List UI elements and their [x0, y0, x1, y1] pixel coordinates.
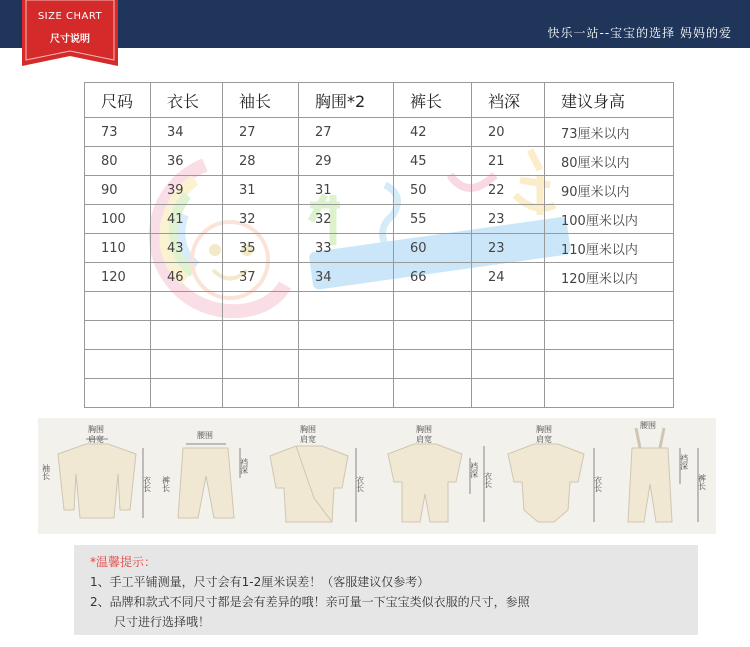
shoulder-label: 肩宽 [536, 435, 552, 444]
cell-garment-length: 41 [151, 205, 223, 234]
brand-slogan: 快乐一站--宝宝的选择 妈妈的爱 [547, 26, 732, 40]
notice-box [74, 545, 698, 635]
shoulder-label: 肩宽 [300, 435, 316, 444]
size-chart-badge [22, 0, 118, 66]
cell-suggested-height: 90厘米以内 [545, 176, 674, 205]
cell-suggested-height: 73厘米以内 [545, 118, 674, 147]
rise-label: 裆深 [239, 458, 249, 474]
badge-title-cn: 尺寸说明 [50, 34, 90, 45]
table-row [85, 118, 674, 147]
cell-garment-length: 36 [151, 147, 223, 176]
cell-size: 120 [85, 263, 151, 292]
garment-length-label: 衣长 [593, 476, 603, 492]
cell-size: 110 [85, 234, 151, 263]
notice-title: *温馨提示： [90, 555, 157, 569]
romper-diagram-icon [388, 425, 493, 522]
shoulder-label: 肩宽 [416, 435, 432, 444]
cell-size: 100 [85, 205, 151, 234]
cell-rise: 20 [472, 118, 545, 147]
header-garment-length: 衣长 [151, 83, 223, 118]
table-row [85, 147, 674, 176]
cell-sleeve-length: 27 [223, 118, 299, 147]
garment-length-label: 衣长 [355, 476, 365, 492]
measurement-diagrams [38, 418, 716, 534]
cell-suggested-height: 110厘米以内 [545, 234, 674, 263]
pants-length-label: 裤长 [697, 474, 707, 490]
cell-rise: 24 [472, 263, 545, 292]
cell-suggested-height: 100厘米以内 [545, 205, 674, 234]
cell-pants-length: 50 [394, 176, 472, 205]
rise-label: 裆深 [679, 454, 689, 470]
pants-diagram-icon [162, 431, 249, 518]
table-row [85, 234, 674, 263]
garment-length-label: 衣长 [142, 476, 152, 492]
header-pants-length: 裤长 [394, 83, 472, 118]
cell-garment-length: 43 [151, 234, 223, 263]
cell-sleeve-length: 37 [223, 263, 299, 292]
cell-pants-length: 45 [394, 147, 472, 176]
chest-label: 胸围 [300, 425, 316, 434]
cell-chest: 32 [299, 205, 394, 234]
cell-chest: 29 [299, 147, 394, 176]
cell-rise: 21 [472, 147, 545, 176]
waist-label: 腰围 [640, 421, 656, 430]
waist-label: 腰围 [197, 431, 213, 440]
cell-pants-length: 42 [394, 118, 472, 147]
chest-label: 胸围 [536, 425, 552, 434]
bodysuit-diagram-icon [508, 425, 603, 522]
table-row-empty [85, 321, 674, 350]
overalls-diagram-icon [628, 421, 707, 522]
rise-label: 裆深 [469, 462, 479, 478]
badge-title-en: SIZE CHART [37, 11, 103, 22]
size-table [84, 82, 674, 408]
cell-sleeve-length: 32 [223, 205, 299, 234]
cell-chest: 34 [299, 263, 394, 292]
header-suggested-height: 建议身高 [545, 83, 674, 118]
header-sleeve-length: 袖长 [223, 83, 299, 118]
table-row-empty [85, 292, 674, 321]
cell-rise: 23 [472, 234, 545, 263]
cell-chest: 31 [299, 176, 394, 205]
cell-chest: 27 [299, 118, 394, 147]
notice-line-3: 尺寸进行选择哦！ [114, 615, 211, 629]
cell-size: 80 [85, 147, 151, 176]
cell-garment-length: 39 [151, 176, 223, 205]
pants-length-label: 裤长 [161, 476, 171, 492]
cell-suggested-height: 80厘米以内 [545, 147, 674, 176]
cell-pants-length: 55 [394, 205, 472, 234]
cell-sleeve-length: 35 [223, 234, 299, 263]
cell-size: 90 [85, 176, 151, 205]
chest-label: 胸围 [416, 425, 432, 434]
cell-garment-length: 34 [151, 118, 223, 147]
cell-size: 73 [85, 118, 151, 147]
table-row [85, 176, 674, 205]
header-size: 尺码 [85, 83, 151, 118]
header-chest: 胸围*2 [299, 83, 394, 118]
top-diagram-icon [42, 425, 152, 518]
notice-line-1: 1、手工平铺测量，尺寸会有1-2厘米误差！（客服建议仅参考） [90, 575, 430, 589]
cell-suggested-height: 120厘米以内 [545, 263, 674, 292]
table-row [85, 263, 674, 292]
cell-chest: 33 [299, 234, 394, 263]
garment-length-label: 衣长 [483, 472, 493, 488]
cell-pants-length: 60 [394, 234, 472, 263]
table-row-empty [85, 379, 674, 408]
table-row-empty [85, 350, 674, 379]
table-header-row [85, 83, 674, 118]
cell-pants-length: 66 [394, 263, 472, 292]
kimono-diagram-icon [270, 425, 365, 522]
cell-rise: 22 [472, 176, 545, 205]
shoulder-label: 肩宽 [88, 435, 104, 444]
cell-garment-length: 46 [151, 263, 223, 292]
sleeve-label: 袖长 [41, 464, 51, 480]
cell-sleeve-length: 28 [223, 147, 299, 176]
cell-sleeve-length: 31 [223, 176, 299, 205]
notice-line-2: 2、品牌和款式不同尺寸都是会有差异的哦！亲可量一下宝宝类似衣服的尺寸，参照 [90, 595, 530, 609]
header-rise: 裆深 [472, 83, 545, 118]
table-row [85, 205, 674, 234]
cell-rise: 23 [472, 205, 545, 234]
chest-label: 胸围 [88, 425, 104, 434]
